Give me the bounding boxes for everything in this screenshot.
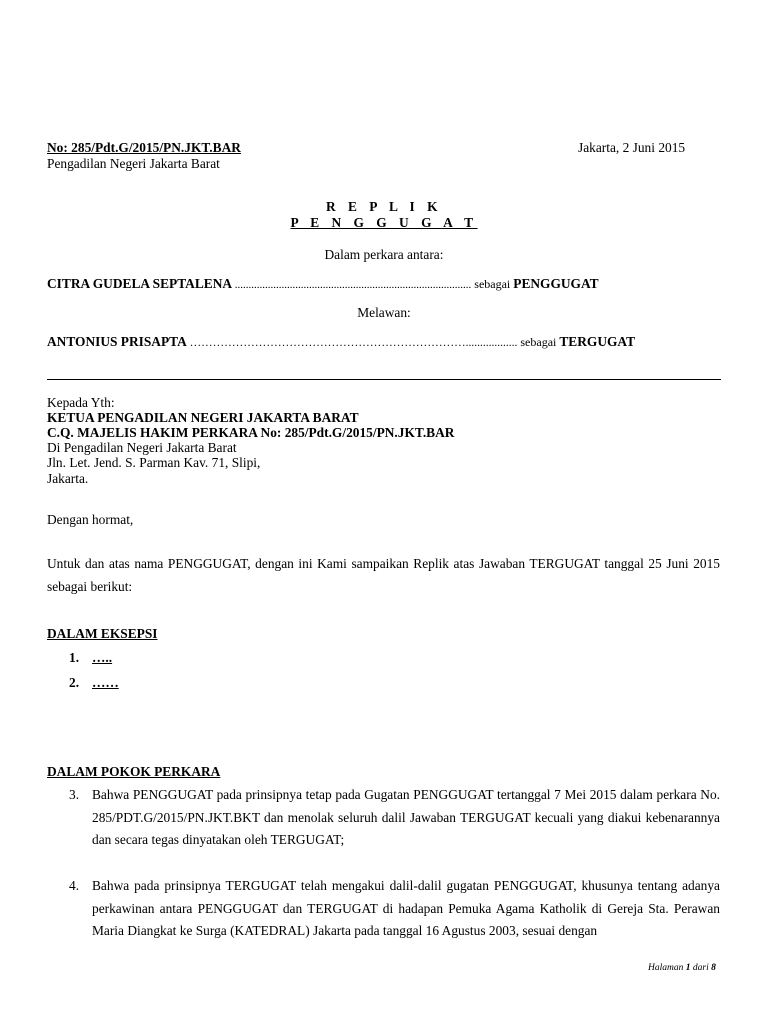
footer-middle: dari	[690, 963, 712, 973]
place-date: Jakarta, 2 Juni 2015	[578, 140, 686, 155]
addressee-line-2: C.Q. MAJELIS HAKIM PERKARA No: 285/Pdt.G/2015/PN.JKT.BAR	[47, 425, 455, 440]
pokok-item-3-text: Bahwa PENGGUGAT pada prinsipnya tetap pada Gugatan PENGGUGAT tertanggal 7 Mei 2015 dalam perkara No. 285/PDT.G/2015/PN.JKT.BKT dan menolak seluruh dalil Jawaban TERGUGAT kecuali yang diakui kebenarannya dan secara tegas dinyatakan oleh TERGUGAT;	[92, 787, 720, 847]
greeting: Dengan hormat,	[47, 512, 134, 527]
pokok-item-4-text: Bahwa pada prinsipnya TERGUGAT telah mengakui dalil-dalil gugatan PENGGUGAT, khusunya tentang adanya perkawinan antara PENGGUGAT dan TERGUGAT di hadapan Pemuka Agama Katholik di Gereja Sta. Perawan Maria Diangkat ke Surga (KATEDRAL) Jakarta pada tanggal 16 Agustus 2003, sesuai dengan	[92, 878, 720, 938]
plaintiff-line	[47, 276, 599, 293]
addressee-line-3: Di Pengadilan Negeri Jakarta Barat	[47, 440, 237, 455]
eksepsi-item-1-text: …..	[92, 650, 113, 665]
case-number: No: 285/Pdt.G/2015/PN.JKT.BAR	[47, 140, 241, 155]
defendant-role-prefix: sebagai	[517, 335, 560, 349]
addressee-line-4: Jln. Let. Jend. S. Parman Kav. 71, Slipi,	[47, 455, 261, 470]
title-penggugat: P E N G G U G A T	[290, 215, 478, 230]
court-name: Pengadilan Negeri Jakarta Barat	[47, 156, 220, 171]
defendant-dots: ………………………………………………………………..................	[186, 337, 518, 349]
defendant-name: ANTONIUS PRISAPTA	[47, 334, 187, 349]
pokok-item-3-number: 3.	[69, 787, 80, 802]
plaintiff-role: PENGGUGAT	[513, 276, 599, 291]
pokok-heading: DALAM POKOK PERKARA	[47, 764, 221, 779]
plaintiff-name: CITRA GUDELA SEPTALENA	[47, 276, 233, 291]
title-replik: R E P L I K	[325, 199, 443, 214]
addressee-line-5: Jakarta.	[47, 471, 89, 486]
eksepsi-item-1-number: 1.	[69, 650, 80, 665]
footer-page-number: 1	[685, 963, 691, 973]
plaintiff-role-prefix: sebagai	[471, 277, 514, 291]
horizontal-divider	[47, 379, 721, 380]
plaintiff-dots: ......................................................................................	[232, 279, 472, 291]
footer-prefix: Halaman	[648, 963, 686, 973]
eksepsi-item-2-text: ……	[92, 675, 119, 690]
eksepsi-item-2-number: 2.	[69, 675, 80, 690]
addressee-line-1: KETUA PENGADILAN NEGERI JAKARTA BARAT	[47, 410, 359, 425]
defendant-role: TERGUGAT	[559, 334, 636, 349]
page-footer	[648, 962, 716, 974]
pokok-item-4-number: 4.	[69, 878, 80, 893]
versus-label: Melawan:	[357, 305, 411, 320]
addressee-to: Kepada Yth:	[47, 395, 115, 410]
intro-paragraph: Untuk dan atas nama PENGGUGAT, dengan ini Kami sampaikan Replik atas Jawaban TERGUGAT tanggal 25 Juni 2015 sebagai berikut:	[47, 556, 720, 594]
defendant-line	[47, 334, 635, 351]
footer-total-pages: 8	[711, 963, 716, 973]
eksepsi-heading: DALAM EKSEPSI	[47, 626, 158, 641]
case-subtitle: Dalam perkara antara:	[324, 247, 444, 262]
